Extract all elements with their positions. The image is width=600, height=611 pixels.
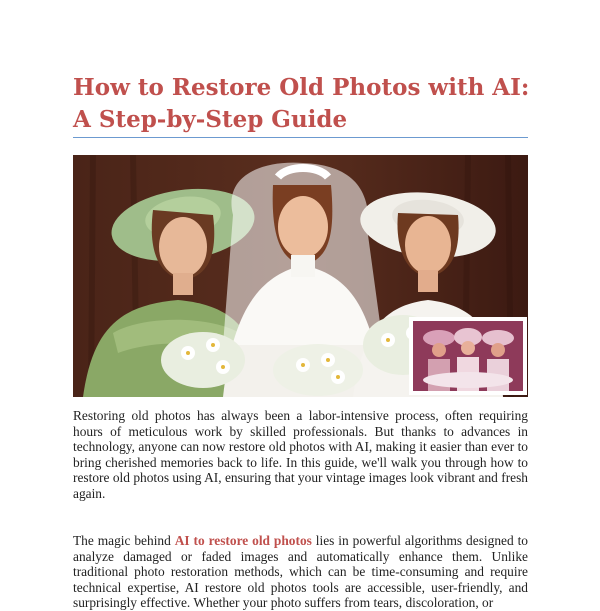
article-title: How to Restore Old Photos with AI: A Step-by-Step Guide bbox=[73, 74, 530, 133]
title-underline bbox=[73, 137, 528, 138]
body-paragraph bbox=[73, 533, 528, 611]
hero-restored-photo bbox=[73, 155, 528, 397]
ai-restore-link[interactable]: AI to restore old photos bbox=[174, 533, 312, 548]
body-text-rest: lies in powerful algorithms designed to analyze damaged or faded images and automatically enhance them. Unlike traditional photo restoration methods, which can be time-consuming and require technical expertise, AI restore old photos tools are accessible, user-friendly, and surprisingly effective. Whether your photo suffers from tears, discoloration, or bbox=[73, 533, 528, 611]
body-text-start: The magic behind bbox=[73, 533, 175, 548]
original-photo-inset bbox=[409, 317, 527, 395]
intro-paragraph: Restoring old photos has always been a labor-intensive process, often requiring hours of meticulous work by skilled professionals. But thanks to advances in technology, anyone can now restore old photos with AI, making it easier than ever to bring cherished memories back to life. In this guide, we'll walk you through how to restore old photos using AI, ensuring that your vintage images look vibrant and fresh again. bbox=[73, 408, 528, 501]
